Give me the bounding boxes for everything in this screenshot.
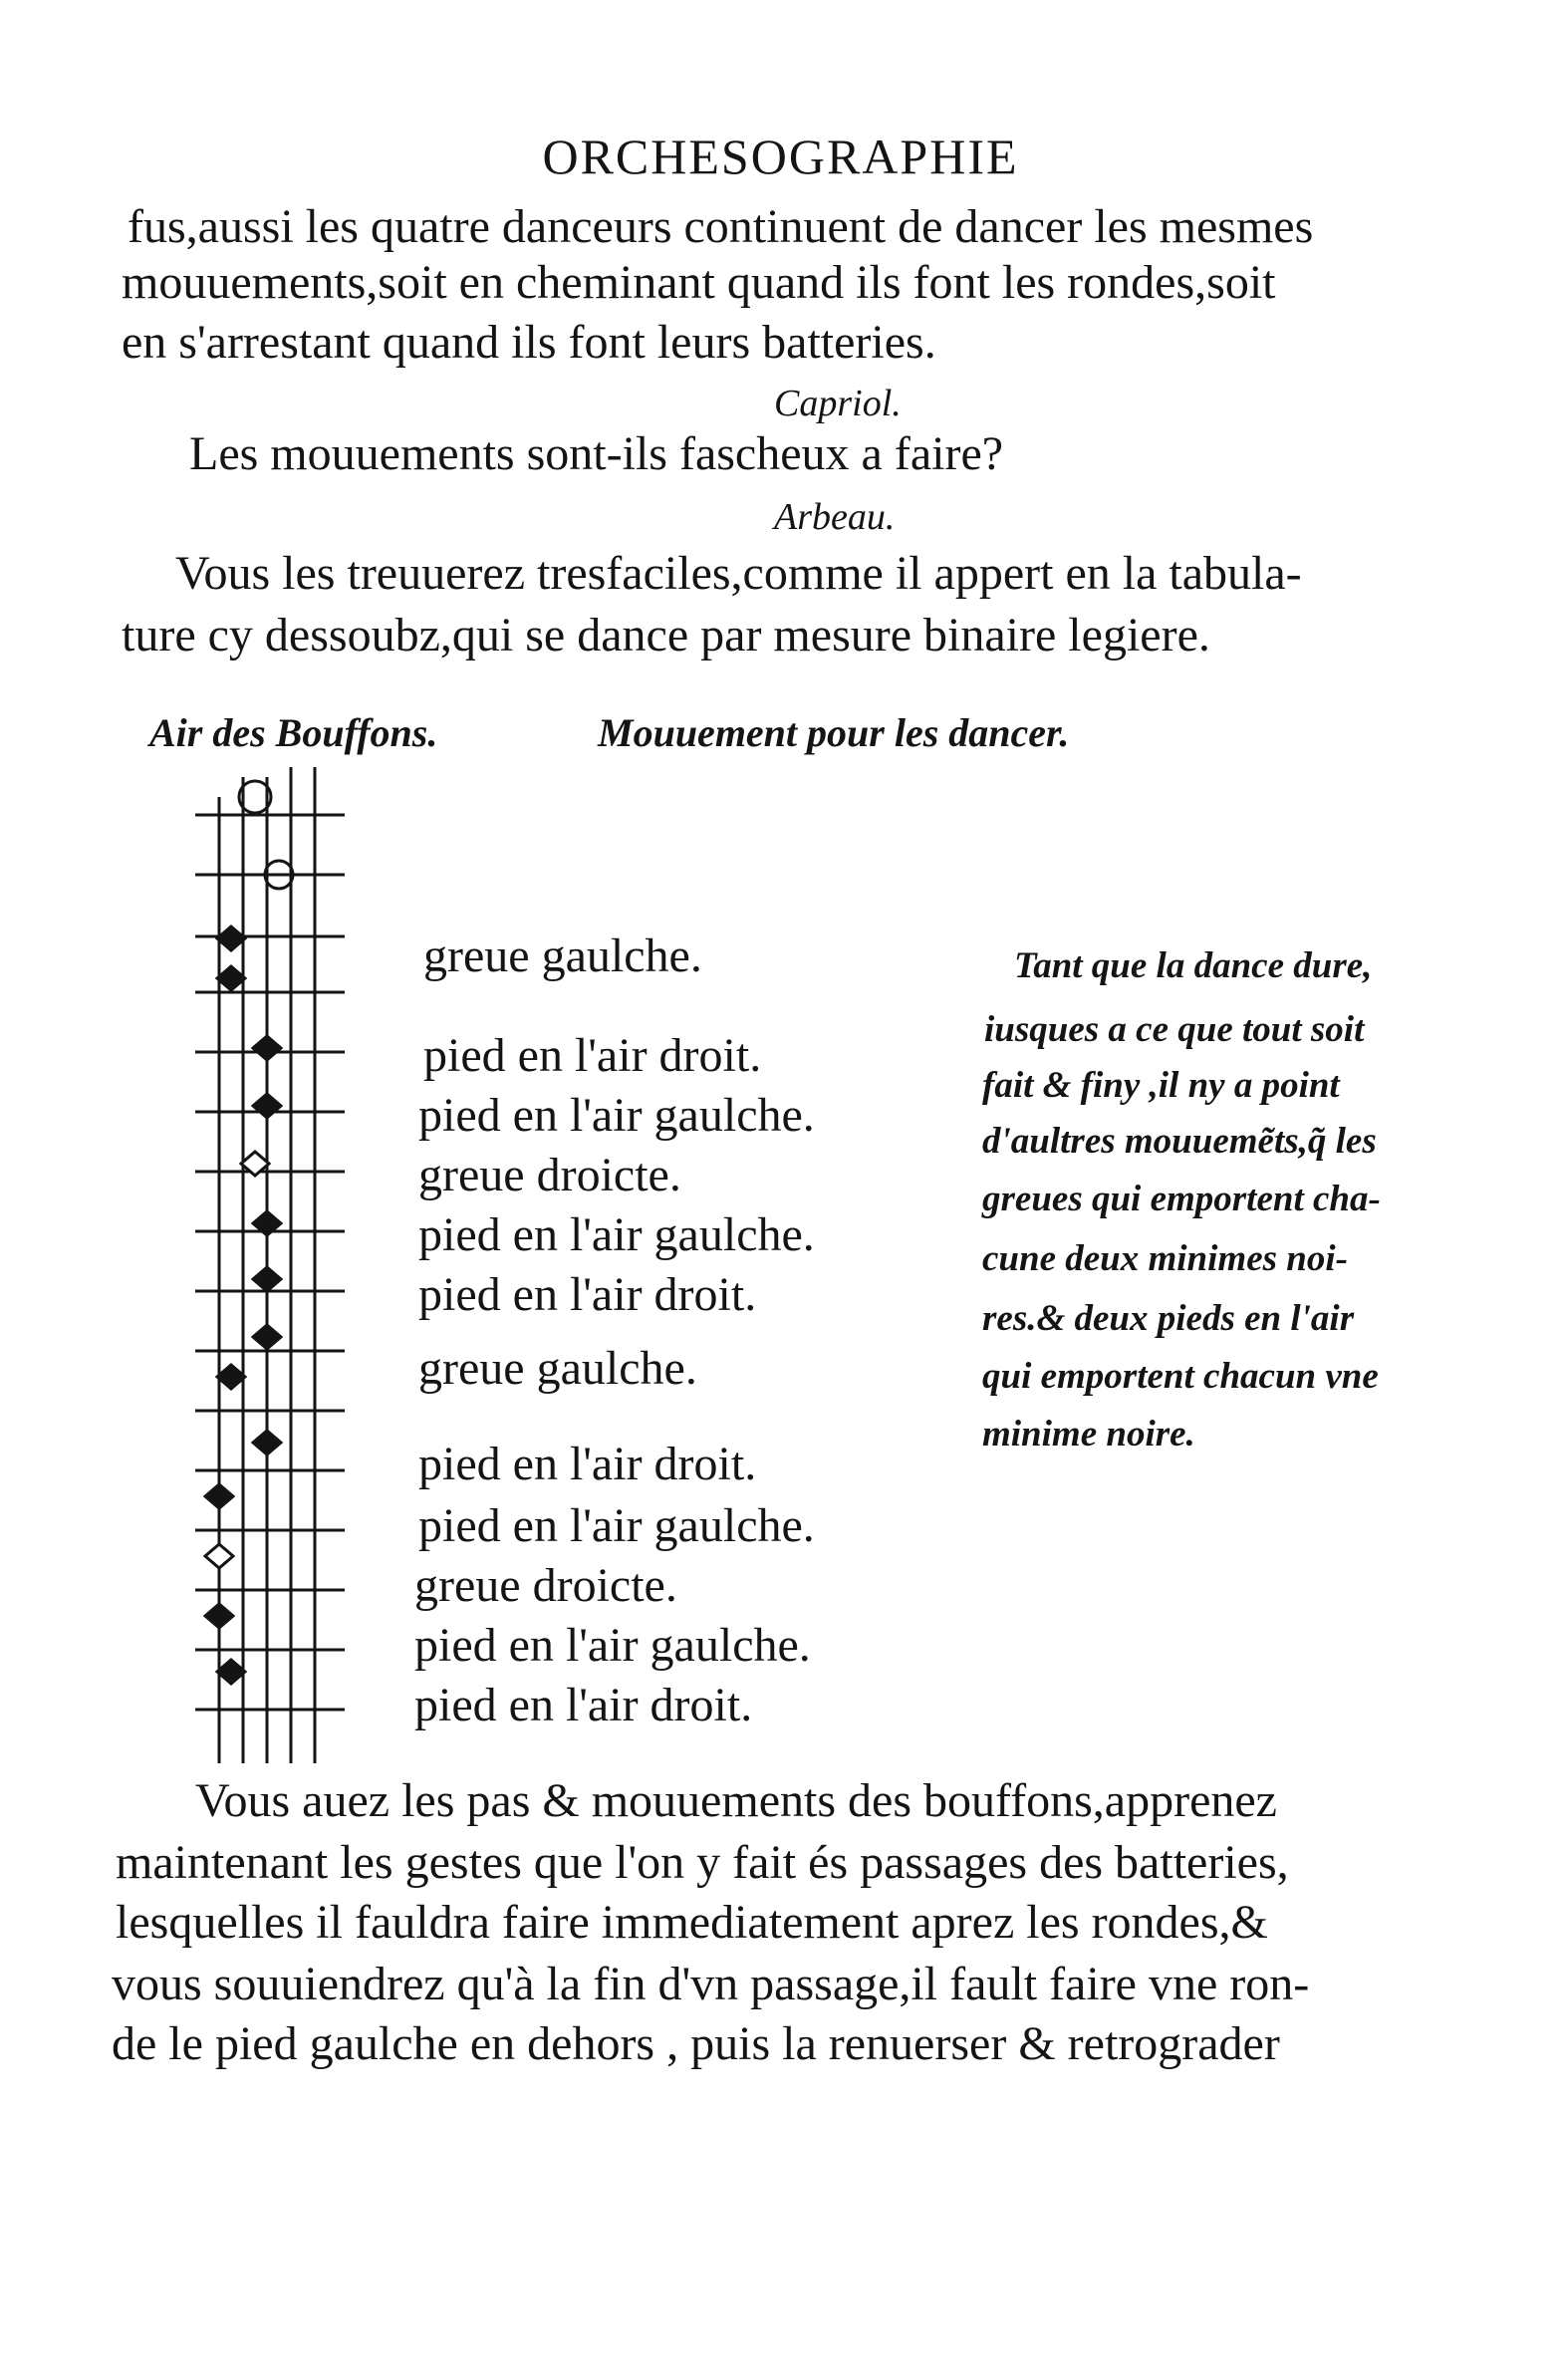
step-instruction: pied en l'air droit. bbox=[423, 1029, 762, 1082]
music-staff bbox=[185, 757, 355, 1793]
note-filled bbox=[253, 1094, 281, 1118]
note-filled bbox=[253, 1431, 281, 1454]
speaker-label: Capriol. bbox=[774, 383, 902, 424]
step-instruction: pied en l'air gaulche. bbox=[418, 1499, 815, 1552]
side-note-line: d'aultres mouuemẽts,q̃ les bbox=[982, 1121, 1377, 1162]
note-hollow bbox=[205, 1544, 233, 1568]
side-note-line: res.& deux pieds en l'air bbox=[982, 1298, 1355, 1339]
note-filled bbox=[217, 926, 245, 950]
text-line: maintenant les gestes que l'on y fait és passages des batteries, bbox=[116, 1836, 1289, 1889]
side-note-line: fait & finy ,il ny a point bbox=[982, 1065, 1340, 1106]
step-instruction: greue droicte. bbox=[414, 1559, 677, 1612]
side-note-line: iusques a ce que tout soit bbox=[984, 1009, 1365, 1050]
side-note-line: greues qui emportent cha- bbox=[982, 1179, 1381, 1219]
note-filled bbox=[217, 1365, 245, 1389]
step-instruction: pied en l'air gaulche. bbox=[418, 1089, 815, 1142]
step-instruction: pied en l'air droit. bbox=[414, 1679, 753, 1731]
text-line: de le pied gaulche en dehors , puis la renuerser & retrograder bbox=[112, 2017, 1280, 2070]
note-filled bbox=[217, 966, 245, 990]
text-line: vous souuiendrez qu'à la fin d'vn passage,il fault faire vne ron- bbox=[112, 1958, 1310, 2010]
step-instruction: pied en l'air droit. bbox=[418, 1438, 757, 1490]
note-filled bbox=[253, 1267, 281, 1291]
step-instruction: pied en l'air droit. bbox=[418, 1268, 757, 1321]
side-note-line: Tant que la dance dure, bbox=[1014, 945, 1373, 986]
side-note-line: qui emportent chacun vne bbox=[982, 1356, 1379, 1397]
text-line: mouuements,soit en cheminant quand ils font les rondes,soit bbox=[122, 256, 1276, 309]
text-line: en s'arrestant quand ils font leurs batteries. bbox=[122, 316, 936, 369]
step-instruction: pied en l'air gaulche. bbox=[418, 1208, 815, 1261]
note-filled bbox=[205, 1484, 233, 1508]
text-line: Vous les treuuerez tresfaciles,comme il appert en la tabula- bbox=[175, 547, 1302, 600]
note-filled bbox=[253, 1036, 281, 1060]
text-line: fus,aussi les quatre danceurs continuent de dancer les mesmes bbox=[128, 200, 1314, 253]
note-filled bbox=[205, 1604, 233, 1628]
text-line: ture cy dessoubz,qui se dance par mesure binaire legiere. bbox=[122, 609, 1210, 661]
running-title: ORCHESOGRAPHIE bbox=[542, 129, 1019, 184]
note-filled bbox=[217, 1660, 245, 1684]
side-note-line: minime noire. bbox=[982, 1414, 1195, 1454]
column-heading-air: Air des Bouffons. bbox=[149, 710, 438, 755]
step-instruction: pied en l'air gaulche. bbox=[414, 1619, 811, 1672]
column-heading-mouvement: Mouuement pour les dancer. bbox=[598, 710, 1070, 755]
text-line: lesquelles il fauldra faire immediatement aprez les rondes,& bbox=[116, 1896, 1268, 1949]
step-instruction: greue gaulche. bbox=[418, 1342, 697, 1395]
speaker-label: Arbeau. bbox=[774, 496, 896, 538]
note-filled bbox=[253, 1325, 281, 1349]
step-instruction: greue gaulche. bbox=[423, 929, 702, 982]
text-line: Vous auez les pas & mouuements des bouffons,apprenez bbox=[195, 1774, 1277, 1827]
side-note-line: cune deux minimes noi- bbox=[982, 1238, 1348, 1279]
step-instruction: greue droicte. bbox=[418, 1149, 681, 1201]
text-line: Les mouuements sont-ils fascheux a faire? bbox=[189, 427, 1004, 480]
